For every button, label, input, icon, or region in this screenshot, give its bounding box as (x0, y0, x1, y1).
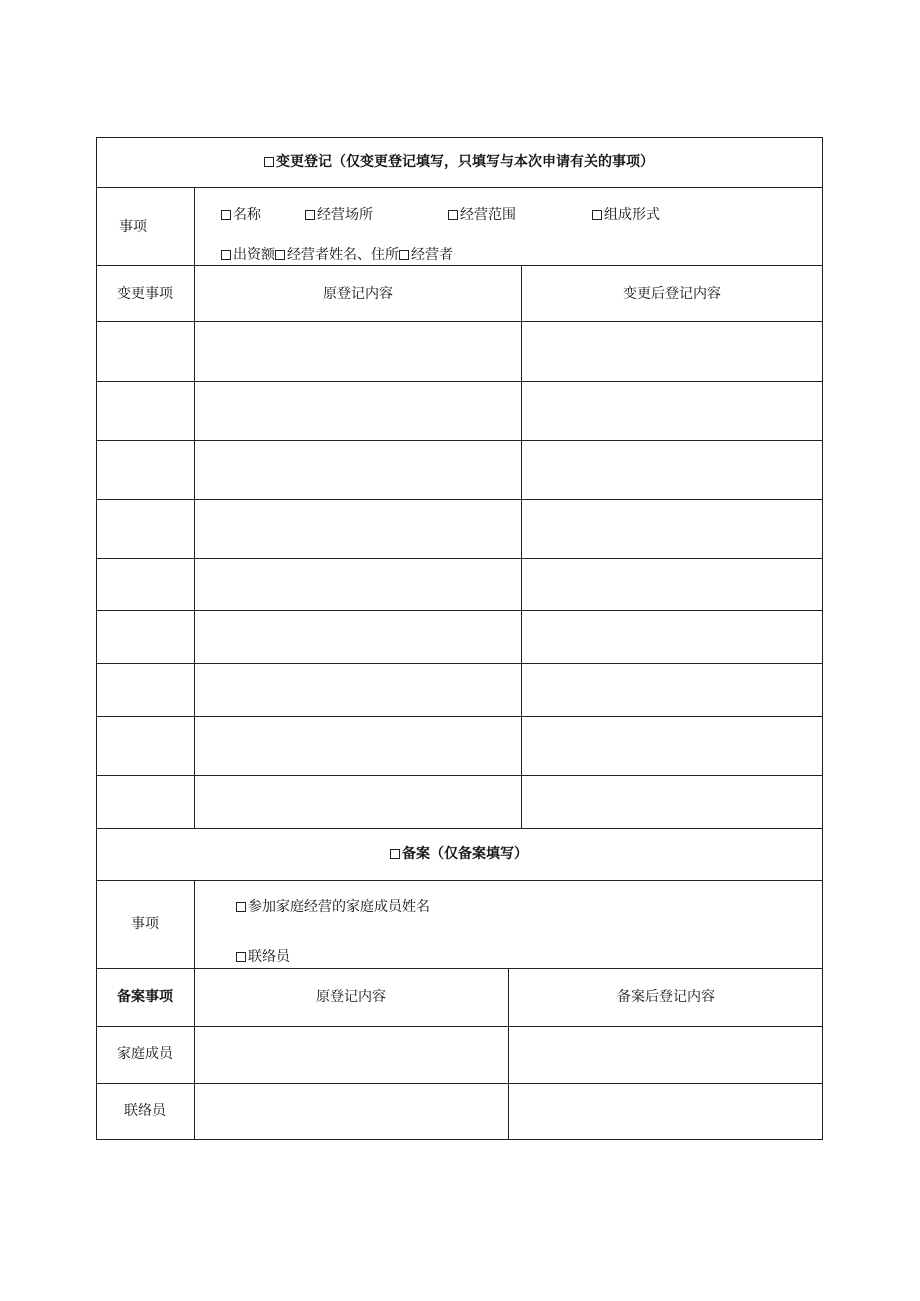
checkbox-icon[interactable] (592, 210, 602, 220)
record-section-title: 备案（仅备案填写） (390, 845, 528, 863)
option-capital[interactable]: 出资额 (233, 247, 275, 263)
option-family-members[interactable]: 参加家庭经营的家庭成员姓名 (236, 898, 430, 916)
row-divider (97, 1083, 822, 1084)
row-divider (97, 968, 822, 969)
checkbox-icon[interactable] (399, 250, 409, 260)
options-row-2 (221, 246, 453, 264)
header-record-item: 备案事项 (117, 989, 173, 1005)
row-divider (97, 1026, 822, 1027)
checkbox-icon[interactable] (221, 210, 231, 220)
change-section-title: 变更登记（仅变更登记填写，只填写与本次申请有关的事项） (264, 153, 654, 171)
row-divider (97, 828, 822, 829)
row-divider (97, 321, 822, 322)
column-divider (194, 880, 195, 1140)
option-business-premises[interactable]: 经营场所 (305, 206, 373, 224)
row-divider (97, 775, 822, 776)
row-family-members: 家庭成员 (117, 1046, 173, 1062)
checkbox-icon[interactable] (236, 902, 246, 912)
header-change-item: 变更事项 (117, 286, 173, 302)
option-operator[interactable]: 经营者 (411, 247, 453, 263)
row-divider (97, 610, 822, 611)
row-divider (97, 880, 822, 881)
checkbox-icon[interactable] (236, 952, 246, 962)
row-divider (97, 440, 822, 441)
checkbox-icon[interactable] (448, 210, 458, 220)
checkbox-icon[interactable] (221, 250, 231, 260)
row-divider (97, 187, 822, 188)
checkbox-icon[interactable] (305, 210, 315, 220)
option-organization-form[interactable]: 组成形式 (592, 206, 660, 224)
row-divider (97, 663, 822, 664)
header-changed-content: 变更后登记内容 (623, 286, 721, 302)
option-business-scope[interactable]: 经营范围 (448, 206, 516, 224)
row-divider (97, 558, 822, 559)
header-record-original: 原登记内容 (316, 989, 386, 1005)
checkbox-icon[interactable] (264, 157, 274, 167)
registration-form-table (96, 137, 823, 1140)
row-liaison: 联络员 (124, 1103, 166, 1119)
header-record-after: 备案后登记内容 (617, 989, 715, 1005)
change-item-label: 事项 (119, 219, 147, 235)
option-liaison[interactable]: 联络员 (236, 948, 290, 966)
option-name[interactable]: 名称 (221, 206, 261, 224)
header-original-content: 原登记内容 (323, 286, 393, 302)
column-divider (508, 968, 509, 1140)
column-divider (194, 187, 195, 828)
row-divider (97, 265, 822, 266)
record-item-label: 事项 (131, 916, 159, 932)
checkbox-icon[interactable] (275, 250, 285, 260)
option-operator-name-address[interactable]: 经营者姓名、住所 (287, 247, 399, 263)
row-divider (97, 499, 822, 500)
row-divider (97, 716, 822, 717)
column-divider (521, 265, 522, 828)
checkbox-icon[interactable] (390, 849, 400, 859)
row-divider (97, 381, 822, 382)
